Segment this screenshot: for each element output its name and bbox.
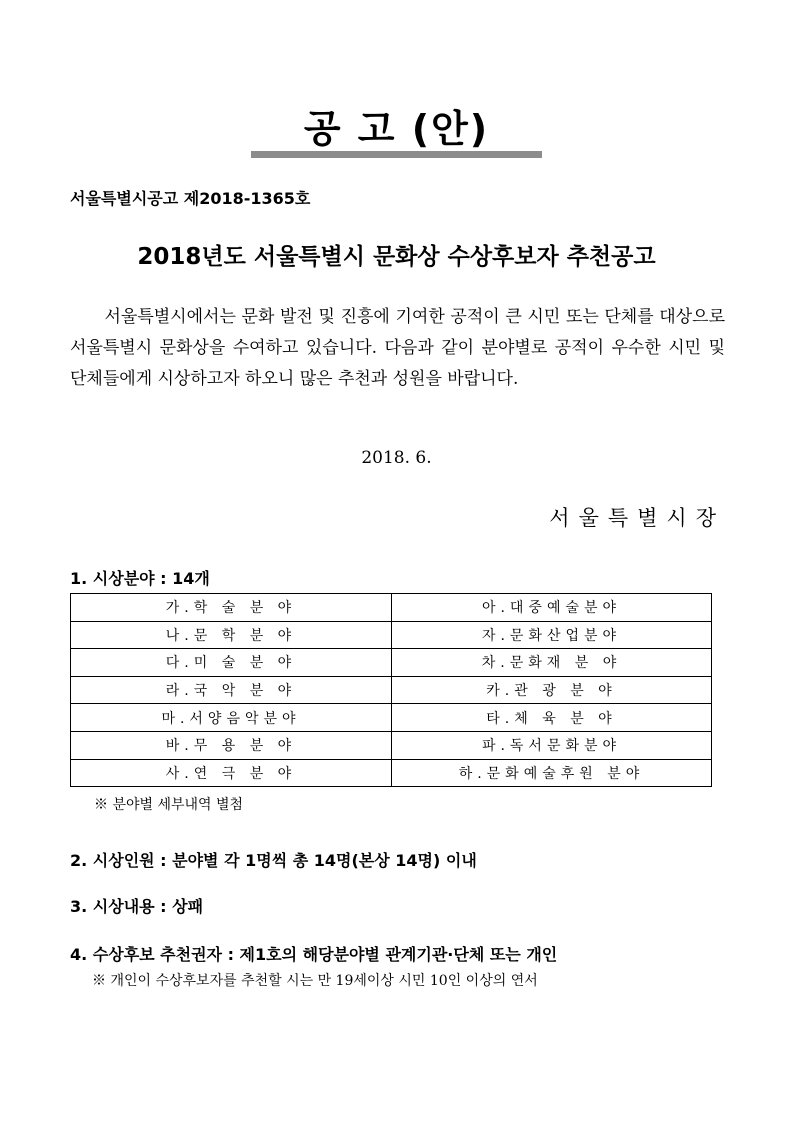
section-3-award-content: 3. 시상내용 : 상패 xyxy=(70,897,204,916)
field-cell-right: 타.체 육 분 야 xyxy=(392,704,712,732)
field-cell-left: 라.국 악 분 야 xyxy=(71,676,392,704)
field-cell-left: 바.무 용 분 야 xyxy=(71,731,392,759)
title-underline xyxy=(251,151,542,158)
section-1-note: ※ 분야별 세부내역 별첨 xyxy=(94,797,244,813)
field-cell-right: 파.독서문화분야 xyxy=(392,731,712,759)
document-title: 공 고 (안) xyxy=(303,107,490,151)
notice-heading: 2018년도 서울특별시 문화상 수상후보자 추천공고 xyxy=(137,244,656,270)
field-cell-right: 하.문화예술후원 분야 xyxy=(392,759,712,787)
notice-number: 서울특별시공고 제2018-1365호 xyxy=(70,189,311,208)
section-4-nominators: 4. 수상후보 추천권자 : 제1호의 해당분야별 관계기관·단체 또는 개인 xyxy=(70,945,558,964)
notice-body: 서울특별시에서는 문화 발전 및 진흥에 기여한 공적이 큰 시민 또는 단체를 대상으로 서울특별시 문화상을 수여하고 있습니다. 다음과 같이 분야별로 공적이 우수한 시민 및 단체들에게 시상하고자 하오니 많은 추천과 성원을 바랍니다. xyxy=(70,307,725,389)
table-row xyxy=(71,621,712,649)
table-row xyxy=(71,649,712,677)
field-cell-left: 사.연 극 분 야 xyxy=(71,759,392,787)
table-row xyxy=(71,731,712,759)
field-cell-right: 차.문화재 분 야 xyxy=(392,649,712,677)
table-row xyxy=(71,676,712,704)
table-row xyxy=(71,594,712,622)
notice-date: 2018. 6. xyxy=(361,448,432,468)
award-fields-table xyxy=(70,593,712,787)
table-row xyxy=(71,759,712,787)
field-cell-left: 가.학 술 분 야 xyxy=(71,594,392,622)
field-cell-left: 마.서양음악분야 xyxy=(71,704,392,732)
section-1-award-fields: 1. 시상분야 : 14개 xyxy=(70,569,210,588)
signer: 서울특별시장 xyxy=(549,506,725,530)
field-cell-left: 다.미 술 분 야 xyxy=(71,649,392,677)
field-cell-right: 자.문화산업분야 xyxy=(392,621,712,649)
table-row xyxy=(71,704,712,732)
section-2-recipients: 2. 시상인원 : 분야별 각 1명씩 총 14명(본상 14명) 이내 xyxy=(70,851,477,870)
field-cell-right: 아.대중예술분야 xyxy=(392,594,712,622)
field-cell-left: 나.문 학 분 야 xyxy=(71,621,392,649)
field-cell-right: 카.관 광 분 야 xyxy=(392,676,712,704)
section-4-note: ※ 개인이 수상후보자를 추천할 시는 만 19세이상 시민 10인 이상의 연서 xyxy=(92,973,538,989)
